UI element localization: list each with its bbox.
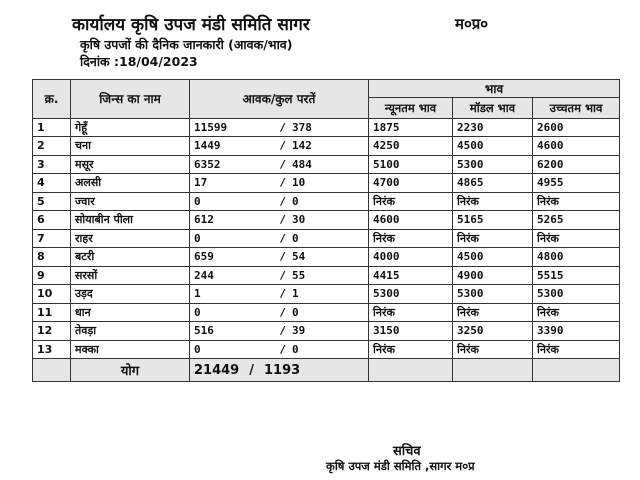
lots-value: 10 — [292, 176, 306, 190]
arrival-separator: / — [279, 194, 286, 208]
min-price-cell: 4600 — [369, 211, 453, 230]
arrival-cell — [190, 155, 369, 174]
arrival-cell — [190, 340, 369, 359]
table-row — [33, 174, 620, 193]
lots-value: 484 — [292, 157, 312, 171]
total-arrival: 21449 — [194, 362, 240, 378]
arrival-value: 516 — [194, 324, 214, 338]
modal-price-cell: 5300 — [453, 285, 533, 304]
arrival-cell — [190, 174, 369, 193]
modal-price-cell: 4900 — [453, 266, 533, 285]
column-header-sr: क्र. — [33, 80, 71, 119]
max-price-cell: 5300 — [533, 285, 620, 304]
item-cell: ज्वार — [71, 192, 190, 211]
max-price-cell: 4800 — [533, 248, 620, 267]
arrival-separator: / — [279, 324, 286, 338]
report-subtitle: कृषि उपजों की दैनिक जानकारी (आवक/भाव) — [80, 37, 293, 52]
lots-value: 1 — [292, 287, 299, 301]
arrival-value: 612 — [194, 213, 214, 227]
modal-price-cell: निरंक — [453, 303, 533, 322]
column-header-max: उच्चतम भाव — [533, 98, 620, 119]
total-empty-min — [369, 359, 453, 382]
table-row — [33, 211, 620, 230]
total-blank-cell — [33, 359, 71, 382]
sr-cell: 12 — [33, 322, 71, 341]
total-empty-max — [533, 359, 620, 382]
table-row — [33, 303, 620, 322]
min-price-cell: निरंक — [369, 229, 453, 248]
min-price-cell: निरंक — [369, 340, 453, 359]
modal-price-cell: 4500 — [453, 137, 533, 156]
arrival-separator: / — [279, 305, 286, 319]
table-row — [33, 192, 620, 211]
sr-cell: 7 — [33, 229, 71, 248]
min-price-cell: 1875 — [369, 118, 453, 137]
min-price-cell: 4415 — [369, 266, 453, 285]
max-price-cell: निरंक — [533, 192, 620, 211]
lots-value: 0 — [292, 231, 299, 245]
min-price-cell: 5300 — [369, 285, 453, 304]
arrival-cell — [190, 137, 369, 156]
sr-cell: 4 — [33, 174, 71, 193]
modal-price-cell: 3250 — [453, 322, 533, 341]
sr-cell: 11 — [33, 303, 71, 322]
office-title: कार्यालय कृषि उपज मंडी समिति सागर — [72, 15, 310, 35]
signatory-office: कृषि उपज मंडी समिति ,सागर म०प्र — [326, 459, 475, 473]
column-header-modal: मॉडल भाव — [453, 98, 533, 119]
sr-cell: 9 — [33, 266, 71, 285]
lots-value: 54 — [292, 250, 306, 264]
item-cell: अलसी — [71, 174, 190, 193]
arrival-separator: / — [279, 176, 286, 190]
arrival-separator: / — [279, 157, 286, 171]
arrival-separator: / — [279, 250, 286, 264]
total-label: योग — [71, 359, 190, 382]
arrival-value: 0 — [194, 194, 201, 208]
total-arrival-cell — [190, 359, 369, 382]
sr-cell: 1 — [33, 118, 71, 137]
min-price-cell: 4250 — [369, 137, 453, 156]
table-row — [33, 340, 620, 359]
item-cell: मसूर — [71, 155, 190, 174]
max-price-cell: निरंक — [533, 340, 620, 359]
column-header-price-group: भाव — [369, 80, 620, 98]
max-price-cell: निरंक — [533, 229, 620, 248]
total-lots: 1193 — [263, 362, 301, 378]
table-row — [33, 248, 620, 267]
min-price-cell: निरंक — [369, 192, 453, 211]
lots-value: 0 — [292, 342, 299, 356]
total-empty-modal — [453, 359, 533, 382]
report-date: दिनांक :18/04/2023 — [80, 54, 198, 69]
lots-value: 0 — [292, 305, 299, 319]
item-cell: तेवड़ा — [71, 322, 190, 341]
item-cell: चना — [71, 137, 190, 156]
item-cell: सोयाबीन पीला — [71, 211, 190, 230]
sr-cell: 10 — [33, 285, 71, 304]
arrival-cell — [190, 192, 369, 211]
arrival-value: 0 — [194, 305, 201, 319]
table-row — [33, 285, 620, 304]
modal-price-cell: निरंक — [453, 340, 533, 359]
table-row — [33, 229, 620, 248]
max-price-cell: 6200 — [533, 155, 620, 174]
max-price-cell: 5515 — [533, 266, 620, 285]
sr-cell: 5 — [33, 192, 71, 211]
arrival-separator: / — [279, 120, 286, 134]
column-header-min: न्यूनतम भाव — [369, 98, 453, 119]
min-price-cell: निरंक — [369, 303, 453, 322]
arrival-cell — [190, 322, 369, 341]
sr-cell: 3 — [33, 155, 71, 174]
item-cell: सरसों — [71, 266, 190, 285]
arrival-cell — [190, 303, 369, 322]
table-row — [33, 322, 620, 341]
sr-cell: 6 — [33, 211, 71, 230]
arrival-cell — [190, 118, 369, 137]
sr-cell: 2 — [33, 137, 71, 156]
arrival-value: 659 — [194, 250, 214, 264]
arrival-value: 11599 — [194, 120, 228, 134]
min-price-cell: 3150 — [369, 322, 453, 341]
table-row — [33, 137, 620, 156]
item-cell: बटरी — [71, 248, 190, 267]
arrival-cell — [190, 266, 369, 285]
arrival-value: 17 — [194, 176, 208, 190]
max-price-cell: निरंक — [533, 303, 620, 322]
arrival-price-table — [32, 79, 620, 382]
modal-price-cell: 4500 — [453, 248, 533, 267]
modal-price-cell: 5165 — [453, 211, 533, 230]
max-price-cell: 4600 — [533, 137, 620, 156]
lots-value: 30 — [292, 213, 306, 227]
item-cell: गेहूँ — [71, 118, 190, 137]
arrival-separator: / — [279, 139, 286, 153]
lots-value: 378 — [292, 120, 312, 134]
lots-value: 55 — [292, 268, 306, 282]
item-cell: धान — [71, 303, 190, 322]
column-header-item: जिन्स का नाम — [71, 80, 190, 119]
max-price-cell: 5265 — [533, 211, 620, 230]
arrival-cell — [190, 285, 369, 304]
modal-price-cell: 2230 — [453, 118, 533, 137]
signatory-title: सचिव — [393, 444, 421, 459]
arrival-value: 1449 — [194, 139, 221, 153]
modal-price-cell: निरंक — [453, 229, 533, 248]
item-cell: उड़द — [71, 285, 190, 304]
min-price-cell: 4000 — [369, 248, 453, 267]
arrival-separator: / — [279, 342, 286, 356]
lots-value: 0 — [292, 194, 299, 208]
item-cell: मक्का — [71, 340, 190, 359]
sr-cell: 13 — [33, 340, 71, 359]
arrival-separator: / — [279, 231, 286, 245]
table-row — [33, 266, 620, 285]
arrival-separator: / — [279, 287, 286, 301]
arrival-cell — [190, 248, 369, 267]
item-cell: राहर — [71, 229, 190, 248]
sr-cell: 8 — [33, 248, 71, 267]
column-header-arrival: आवक/कुल परतें — [190, 80, 369, 119]
min-price-cell: 5100 — [369, 155, 453, 174]
total-separator: / — [249, 362, 254, 378]
total-row — [33, 359, 620, 382]
lots-value: 142 — [292, 139, 312, 153]
modal-price-cell: 4865 — [453, 174, 533, 193]
state-abbreviation: म०प्र० — [455, 15, 489, 33]
modal-price-cell: निरंक — [453, 192, 533, 211]
arrival-value: 0 — [194, 231, 201, 245]
modal-price-cell: 5300 — [453, 155, 533, 174]
arrival-value: 244 — [194, 268, 214, 282]
table-row — [33, 155, 620, 174]
max-price-cell: 4955 — [533, 174, 620, 193]
arrival-value: 6352 — [194, 157, 221, 171]
table-row — [33, 118, 620, 137]
arrival-separator: / — [279, 213, 286, 227]
arrival-cell — [190, 211, 369, 230]
lots-value: 39 — [292, 324, 306, 338]
arrival-separator: / — [279, 268, 286, 282]
arrival-cell — [190, 229, 369, 248]
arrival-value: 0 — [194, 342, 201, 356]
min-price-cell: 4700 — [369, 174, 453, 193]
arrival-value: 1 — [194, 287, 201, 301]
max-price-cell: 2600 — [533, 118, 620, 137]
max-price-cell: 3390 — [533, 322, 620, 341]
